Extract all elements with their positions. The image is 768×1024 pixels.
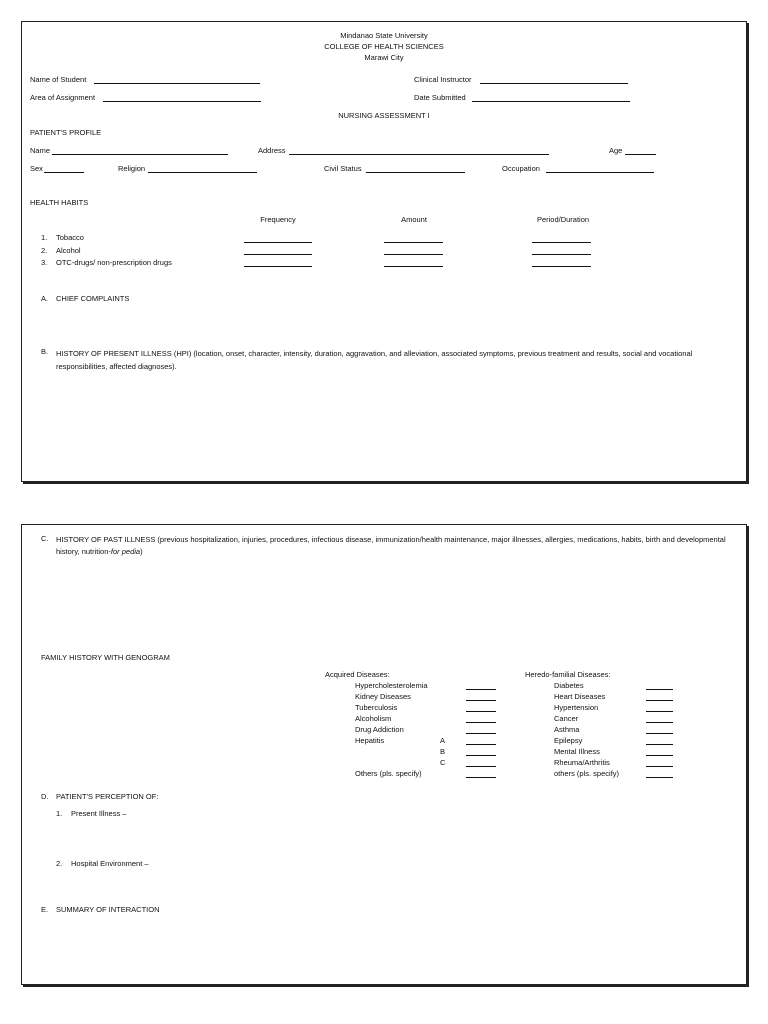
- period-field[interactable]: [532, 242, 591, 243]
- amount-field[interactable]: [384, 266, 443, 267]
- hepatitis-type: B: [440, 747, 446, 756]
- disease-blank[interactable]: [646, 755, 673, 756]
- disease-label: Drug Addiction: [355, 725, 404, 734]
- perception-number: 1.: [56, 809, 63, 818]
- disease-label: Diabetes: [554, 681, 584, 690]
- religion-field[interactable]: [148, 172, 257, 173]
- past-illness-end: ): [140, 547, 143, 556]
- form-page-2: [21, 524, 747, 985]
- occupation-field[interactable]: [546, 172, 654, 173]
- hpi-heading: HISTORY OF PRESENT ILLNESS (HPI) (location, onset, character, intensity, duration, aggravation, and alleviation, associated symptoms, previous treatment and results, social and vocational responsibilities, affected diagnoses).: [56, 349, 693, 371]
- sex-field[interactable]: [44, 172, 84, 173]
- amount-field[interactable]: [384, 242, 443, 243]
- patient-name-field[interactable]: [52, 154, 228, 155]
- habit-number: 2.: [41, 246, 48, 255]
- disease-label: Hypertension: [554, 703, 599, 712]
- disease-label: Asthma: [554, 725, 580, 734]
- section-letter: E.: [41, 905, 49, 914]
- acquired-diseases-title: Acquired Diseases:: [325, 670, 390, 679]
- university-name: Mindanao State University: [340, 31, 428, 40]
- disease-label: Others (pls. specify): [355, 769, 422, 778]
- habit-label: Alcohol: [56, 246, 81, 255]
- disease-blank[interactable]: [646, 766, 673, 767]
- habit-number: 3.: [41, 258, 48, 267]
- disease-blank[interactable]: [646, 700, 673, 701]
- disease-label: Kidney Diseases: [355, 692, 411, 701]
- address-field[interactable]: [289, 154, 549, 155]
- name-of-student-label: Name of Student: [30, 75, 87, 84]
- disease-blank[interactable]: [646, 744, 673, 745]
- form-page-1: [21, 21, 747, 482]
- disease-blank[interactable]: [466, 777, 496, 778]
- column-header: Amount: [401, 215, 427, 224]
- disease-blank[interactable]: [466, 689, 496, 690]
- age-field[interactable]: [625, 154, 656, 155]
- patient-name-label: Name: [30, 146, 51, 155]
- frequency-field[interactable]: [244, 254, 312, 255]
- area-of-assignment-label: Area of Assignment: [30, 93, 96, 102]
- disease-blank[interactable]: [466, 744, 496, 745]
- perception-number: 2.: [56, 859, 63, 868]
- disease-blank[interactable]: [646, 777, 673, 778]
- column-header: Period/Duration: [536, 215, 590, 224]
- disease-blank[interactable]: [466, 711, 496, 712]
- hospital-environment-label: Hospital Environment –: [71, 859, 149, 868]
- hepatitis-type: C: [440, 758, 446, 767]
- date-submitted-field[interactable]: [472, 101, 630, 102]
- disease-label: Rheuma/Arthritis: [554, 758, 610, 767]
- chief-complaints-heading: CHIEF COMPLAINTS: [56, 294, 130, 303]
- disease-blank[interactable]: [466, 766, 496, 767]
- past-illness-italic: for pedia: [110, 547, 141, 556]
- past-illness-heading: [56, 534, 732, 558]
- habit-number: 1.: [41, 233, 48, 242]
- age-label: Age: [609, 146, 623, 155]
- health-habits-heading: HEALTH HABITS: [30, 198, 89, 207]
- section-letter: A.: [41, 294, 49, 303]
- address-label: Address: [258, 146, 286, 155]
- sex-label: Sex: [30, 164, 43, 173]
- period-field[interactable]: [532, 266, 591, 267]
- summary-heading: SUMMARY OF INTERACTION: [56, 905, 160, 914]
- heredo-diseases-title: Heredo-familial Diseases:: [525, 670, 611, 679]
- disease-label: Hypercholesterolemia: [355, 681, 428, 690]
- disease-blank[interactable]: [646, 722, 673, 723]
- disease-label: Alcoholism: [355, 714, 392, 723]
- habit-label: OTC-drugs/ non-prescription drugs: [56, 258, 172, 267]
- civil-status-field[interactable]: [366, 172, 465, 173]
- frequency-field[interactable]: [244, 242, 312, 243]
- religion-label: Religion: [118, 164, 146, 173]
- disease-label: Tuberculosis: [355, 703, 398, 712]
- past-illness-text: HISTORY OF PAST ILLNESS (previous hospitalization, injuries, procedures, infectious disease, immunization/health maintenance, major illnesses, allergies, medications, habits, birth and developmental history, nutrition-: [56, 535, 726, 556]
- disease-label: Epilepsy: [554, 736, 583, 745]
- name-of-student-field[interactable]: [94, 83, 260, 84]
- disease-blank[interactable]: [466, 700, 496, 701]
- family-history-heading: FAMILY HISTORY WITH GENOGRAM: [41, 653, 170, 662]
- form-title: NURSING ASSESSMENT I: [338, 111, 430, 120]
- hepatitis-type: A: [440, 736, 446, 745]
- disease-blank[interactable]: [646, 689, 673, 690]
- present-illness-label: Present Illness –: [71, 809, 127, 818]
- disease-label: Heart Diseases: [554, 692, 606, 701]
- disease-label: Hepatitis: [355, 736, 385, 745]
- habit-label: Tobacco: [56, 233, 84, 242]
- disease-blank[interactable]: [646, 711, 673, 712]
- section-letter: C.: [41, 534, 49, 543]
- college-name: COLLEGE OF HEALTH SCIENCES: [324, 42, 444, 51]
- clinical-instructor-label: Clinical Instructor: [414, 75, 472, 84]
- period-field[interactable]: [532, 254, 591, 255]
- civil-status-label: Civil Status: [324, 164, 362, 173]
- clinical-instructor-field[interactable]: [480, 83, 628, 84]
- date-submitted-label: Date Submitted: [414, 93, 466, 102]
- patient-profile-heading: PATIENT'S PROFILE: [30, 128, 102, 137]
- frequency-field[interactable]: [244, 266, 312, 267]
- disease-blank[interactable]: [466, 733, 496, 734]
- disease-blank[interactable]: [646, 733, 673, 734]
- amount-field[interactable]: [384, 254, 443, 255]
- area-of-assignment-field[interactable]: [103, 101, 261, 102]
- disease-label: Mental Illness: [554, 747, 600, 756]
- section-letter: B.: [41, 347, 49, 356]
- occupation-label: Occupation: [502, 164, 540, 173]
- column-header: Frequency: [260, 215, 296, 224]
- perception-heading: PATIENT'S PERCEPTION OF:: [56, 792, 159, 801]
- disease-label: others (pls. specify): [554, 769, 620, 778]
- disease-blank[interactable]: [466, 722, 496, 723]
- section-letter: D.: [41, 792, 49, 801]
- disease-label: Cancer: [554, 714, 579, 723]
- city-name: Marawi City: [364, 53, 404, 62]
- disease-blank[interactable]: [466, 755, 496, 756]
